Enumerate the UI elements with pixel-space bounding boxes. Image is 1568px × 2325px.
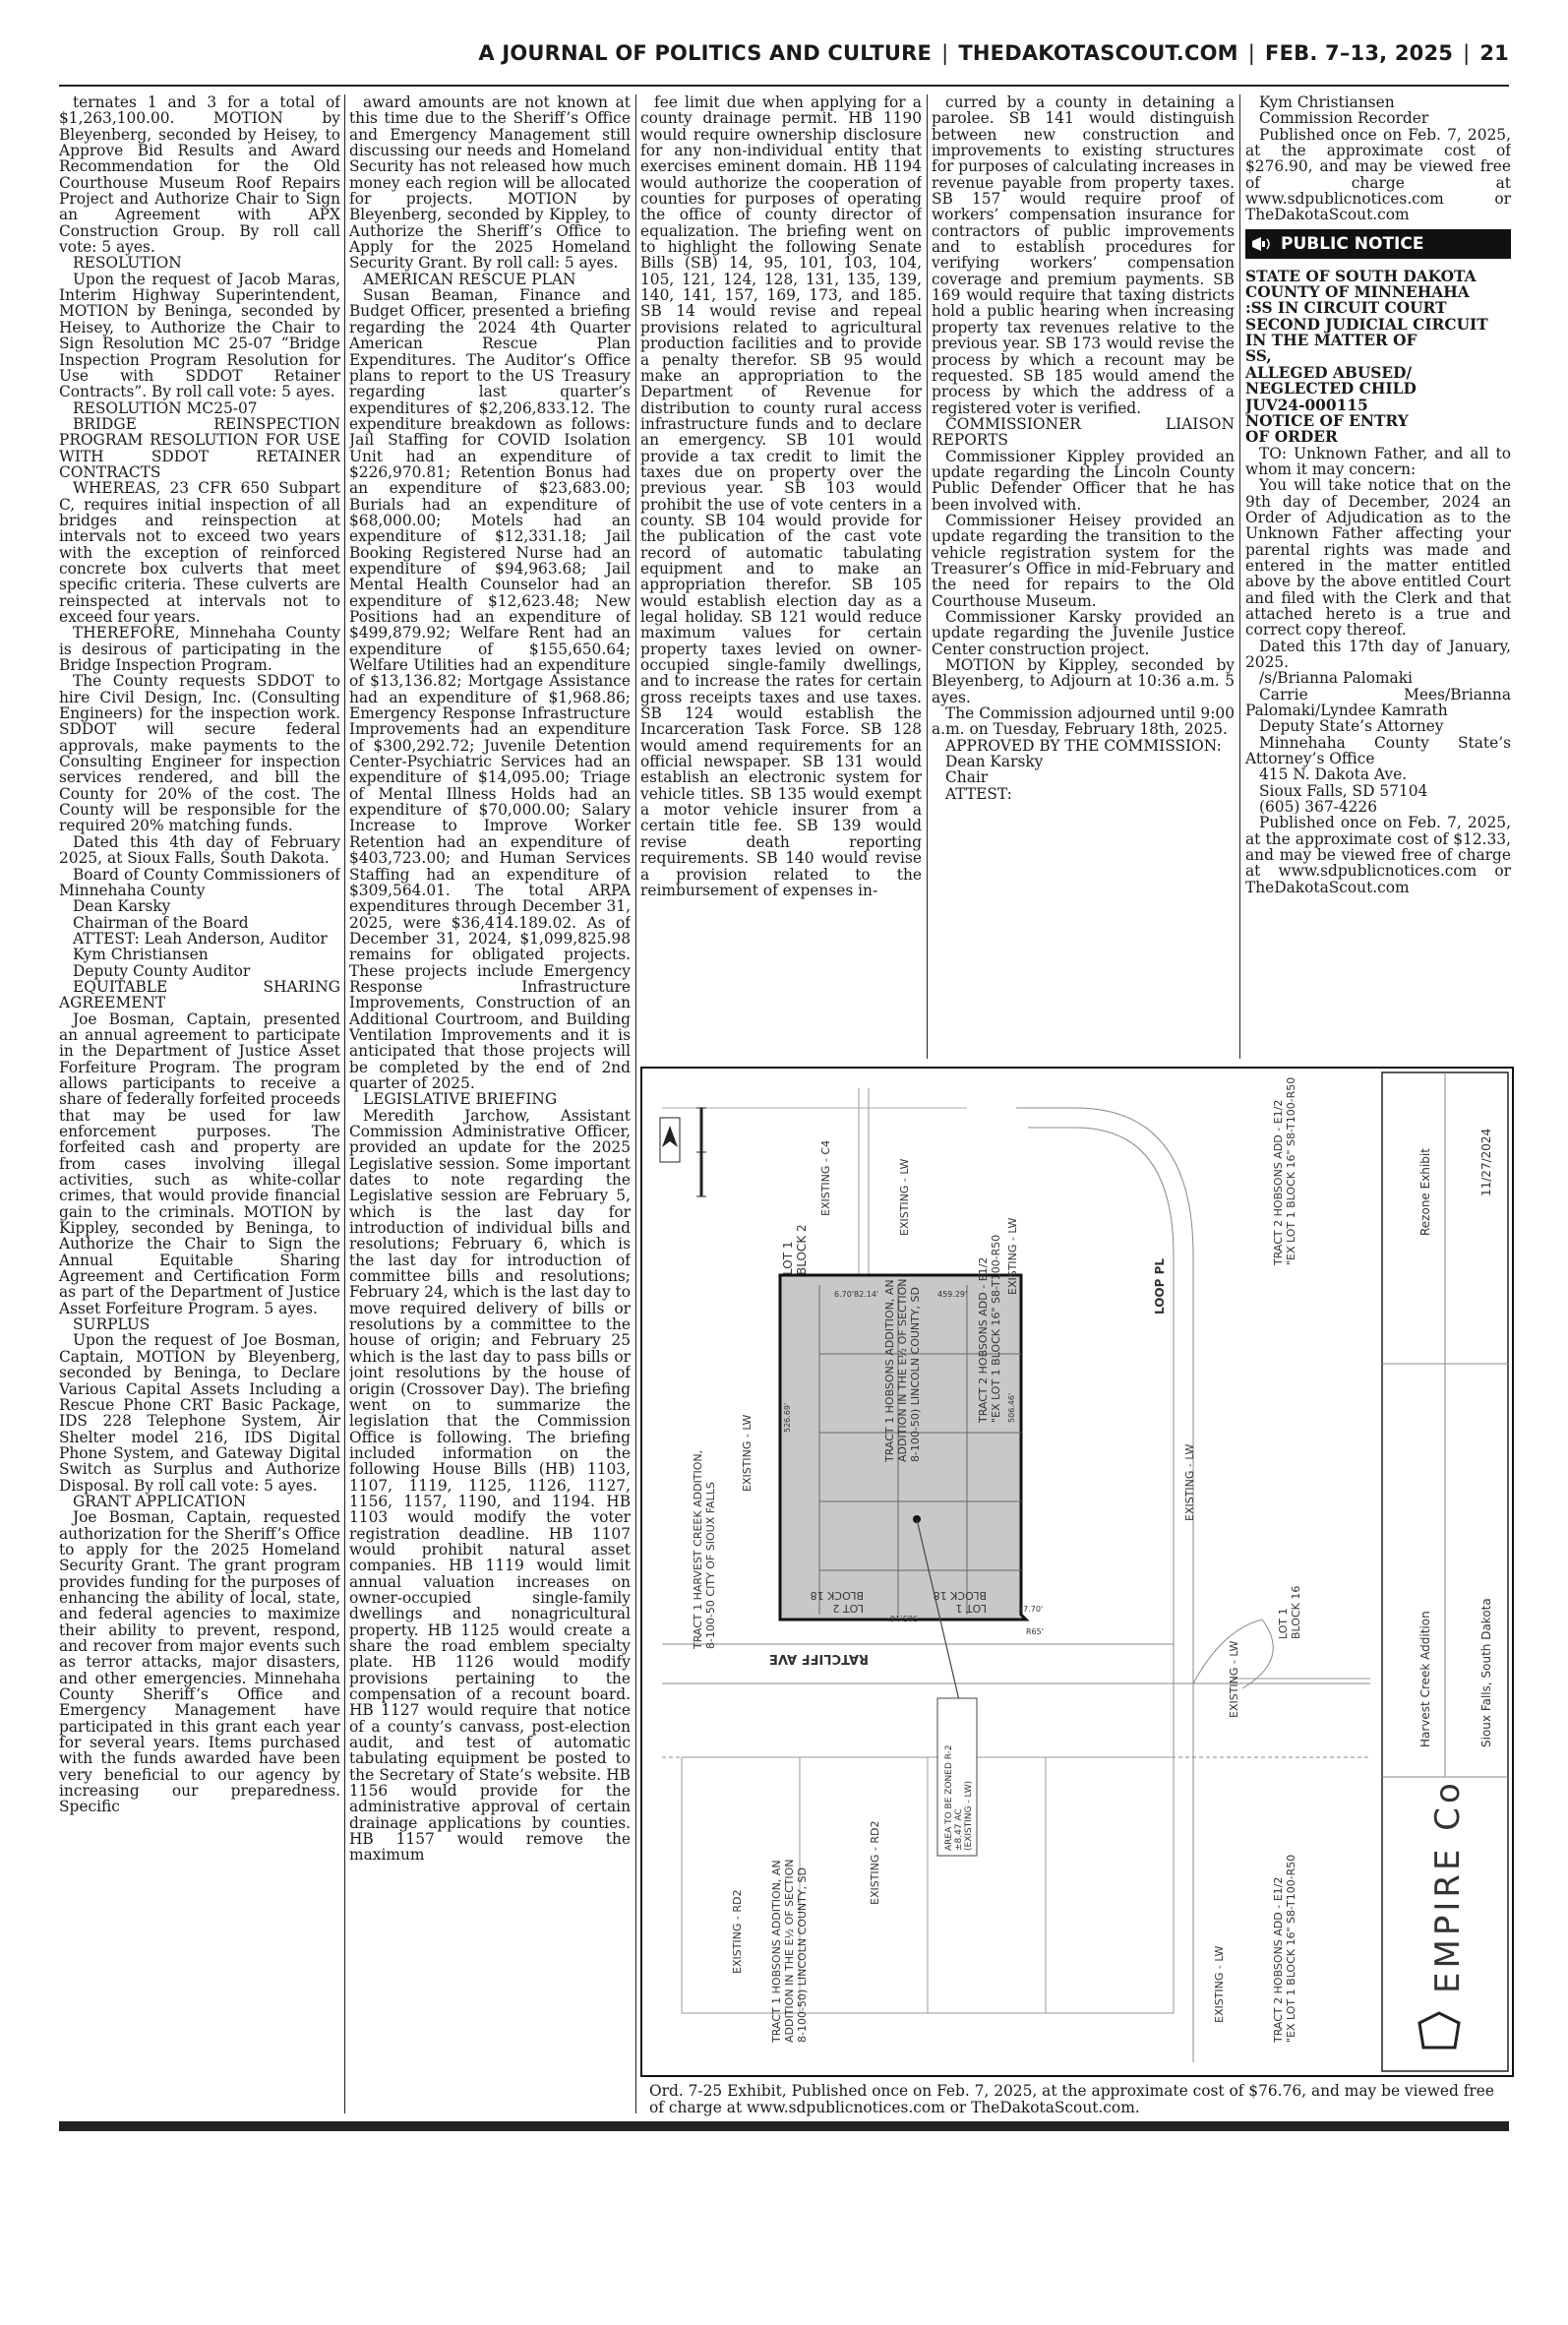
paragraph: WHEREAS, 23 CFR 650 Subpart C, requires initial inspection of all bridges and reinspection at intervals not to exceed two years with the exception of reinforced concrete box culverts that meet specific criteria. These culverts are reinspected at intervals not to exceed four years. [59, 479, 340, 626]
label-ratcliff-ave: RATCLIFF AVE [769, 1651, 869, 1666]
paragraph: Chair [945, 768, 989, 787]
label-existing-c4: EXISTING - C4 [819, 1139, 832, 1216]
paragraph: ALLEGED ABUSED/ [1245, 363, 1413, 382]
column-1 [59, 94, 340, 2304]
paragraph: JUV24-000115 [1245, 396, 1368, 414]
paragraph: Published once on Feb. 7, 2025, at the approximate cost of $276.90, and may be viewed free of charge at www.sdpublicnotices.com or TheDakotaScout.com [1245, 125, 1511, 224]
paragraph: 415 N. Dakota Ave. [1259, 765, 1408, 784]
paragraph: The Commission adjourned until 9:00 a.m. on Tuesday, February 18th, 2025. [932, 704, 1235, 739]
paragraph: TO: Unknown Father, and all to whom it may concern: [1245, 444, 1511, 478]
svg-text:AREA TO BE ZONED R-2±8.47 AC(E: AREA TO BE ZONED R-2±8.47 AC(EXISTING - LW) [944, 1744, 974, 1851]
label-tract1-hobsons-lower: TRACT 1 HOBSONS ADDITION, ANADDITION IN THE E½ OF SECTION8-100-50) LINCOLN COUNTY, SD [770, 1859, 809, 2043]
dim-top-1: 6.70' [834, 1290, 855, 1299]
company-wordmark: EMPIRE Co [1428, 1779, 1468, 1993]
bottom-rule [59, 2121, 1509, 2131]
rezone-area-callout [937, 1698, 977, 1856]
paragraph: Joe Bosman, Captain, requested authorization for the Sheriff’s Office to apply for the 2025 Homeland Security Grant. The grant program provides funding for the purposes of enhancing the ability of local, state, and federal agencies to maximize their ability to prevent, respond, and recover from major events such as terror attacks, major disasters, and other emergencies. Minnehaha County Sheriff’s Office and Emergency Management have participated in this grant each year for several years. Items purchased with the funds awarded have been very beneficial to our agency by increasing our preparedness. Specific [59, 1508, 340, 1816]
paragraph: Meredith Jarchow, Assistant Commission Administrative Officer, provided an update for the 2025 Legislative session. Some important dates to note regarding the Legislative session are February 5, which is the last day for introduction of individual bills and resolutions; February 6, which is the last day for introduction of committee bills and resolutions; February 24, which is the last day to move required delivery of bills or resolutions by a committee to the house of origin; and February 25 which is the last day to pass bills or joint resolutions by the house of origin (Crossover Day). The briefing went on to summarize the legislation that the Commission Office is following. The briefing included information on the following House Bills (HB) 1103, 1107, 1119, 1125, 1126, 1127, 1156, 1157, 1190, and 1194. HB 1103 would modify the voter registration deadline. HB 1107 would prohibit natural asset companies. HB 1119 would limit annual valuation increases on owner-occupied single-family dwellings and nonagricultural property. HB 1125 would create a share the road emblem specialty plate. HB 1126 would modify provisions pertaining to the compensation of a recount board. HB 1127 would require that notice of a county’s canvass, post-election audit, and test of automatic tabulating equipment be posted to the Secretary of State’s website. HB 1156 would provide for the administrative approval of certain drainage applications by counties. HB 1157 would remove the maximum [349, 1106, 631, 1865]
paragraph: RESOLUTION [73, 254, 182, 273]
empire-logo-icon [1419, 2013, 1459, 2048]
issue-date: FEB. 7–13, 2025 [1265, 41, 1454, 65]
paragraph: Chairman of the Board [73, 913, 249, 932]
paragraph: MOTION by Kippley, seconded by Bleyenberg, to Adjourn at 10:36 a.m. 5 ayes. [932, 656, 1235, 706]
paragraph: THEREFORE, Minnehaha County is desirous of participating in the Bridge Inspection Program. [59, 624, 340, 675]
paragraph: NEGLECTED CHILD [1245, 380, 1417, 398]
megaphone-icon [1249, 235, 1273, 253]
paragraph: Sioux Falls, SD 57104 [1259, 781, 1428, 800]
paragraph: Dean Karsky [945, 753, 1044, 771]
title-sioux-falls: Sioux Falls, South Dakota [1479, 1598, 1493, 1747]
paragraph: You will take notice that on the 9th day of December, 2024 an Order of Adjudication as to the Unknown Father affecting your parental rights was made and entered in the matter entitled above by the above entitled Court and filed with the Clerk and that attached hereto is a true and correct copy thereof. [1245, 476, 1511, 640]
title-harvest-creek: Harvest Creek Addition [1418, 1611, 1432, 1747]
paragraph: award amounts are not known at this time due to the Sheriff’s Office and Emergency Management still discussing our needs and Homeland Security has not released how much money each region will be allocated for projects. MOTION by Bleyenberg, seconded by Kippley, to Authorize the Sheriff’s Office to Apply for the 2025 Homeland Security Grant. By roll call: 5 ayes. [349, 94, 631, 273]
paragraph: ternates 1 and 3 for a total of $1,263,100.00. MOTION by Bleyenberg, seconded by Heisey, to Approve Bid Results and Award Recommendation for the Old Courthouse Museum Roof Repairs Project and Authorize Chair to Sign an Agreement with APX Construction Group. By roll call vote: 5 ayes. [59, 94, 340, 257]
column-2 [349, 94, 631, 2304]
public-notice-banner [1245, 229, 1511, 259]
paragraph: Board of County Commissioners of Minnehaha County [59, 865, 340, 899]
paragraph: COMMISSIONER LIAISON REPORTS [932, 414, 1235, 450]
paragraph: Dean Karsky [73, 897, 171, 916]
label-lot1-block16: LOT 1BLOCK 16 [1277, 1585, 1302, 1639]
column-divider [1239, 94, 1240, 1059]
label-existing-lw-2: EXISTING - LW [741, 1414, 754, 1492]
paragraph: (605) 367-4226 [1259, 798, 1378, 817]
paragraph: GRANT APPLICATION [73, 1492, 247, 1510]
north-arrow-icon [660, 1108, 706, 1196]
paragraph: ATTEST: Leah Anderson, Auditor [73, 929, 328, 948]
journal-tagline: A JOURNAL OF POLITICS AND CULTURE [478, 41, 933, 65]
page-header: A JOURNAL OF POLITICS AND CULTURE | THEDAKOTASCOUT.COM | FEB. 7–13, 2025 | 21 [478, 41, 1509, 65]
notice-heading [1245, 269, 1511, 446]
exhibit-caption: Ord. 7-25 Exhibit, Published once on Feb. 7, 2025, at the approximate cost of $76.76, and may be viewed free of charge at www.sdpublicnotices.com or TheDakotaScout.com. [649, 2082, 1495, 2116]
dim-top-3: 459.29' [937, 1290, 968, 1299]
paragraph: STATE OF SOUTH DAKOTA [1245, 267, 1477, 285]
paragraph: :SS IN CIRCUIT COURT [1245, 299, 1447, 318]
title-rezone-exhibit: Rezone Exhibit [1418, 1148, 1432, 1236]
label-tract2-hobsons-2: TRACT 2 HOBSONS ADD - E1/2"EX LOT 1 BLOCK 16" S8-T100-R50 [1272, 1076, 1297, 1265]
paragraph: Commissioner Heisey provided an update regarding the transition to the vehicle registration system for the Treasurer’s Office in mid-February and the need for repairs to the Old Courthouse Museum. [932, 511, 1235, 610]
label-tract1-hobsons: TRACT 1 HOBSONS ADDITION, ANADDITION IN THE E½ OF SECTION8-100-50) LINCOLN COUNTY, SD [883, 1278, 922, 1462]
paragraph: /s/Brianna Palomaki [1259, 669, 1413, 688]
paragraph: Upon the request of Joe Bosman, Captain, MOTION by Bleyenberg, seconded by Beninga, to Declare Various Capital Assets Including a Rescue Phone CRT Basic Package, IDS 228 Telephone System, Air Shelter model 216, IDS Digital Phone System, and Gateway Digital Switch as Surplus and Authorize Disposal. By roll call vote: 5 ayes. [59, 1331, 340, 1495]
paragraph: COUNTY OF MINNEHAHA [1245, 283, 1470, 302]
column-divider [927, 94, 928, 1059]
paragraph: Commission Recorder [1259, 109, 1429, 128]
label-existing-lw-5: EXISTING - LW [1006, 1217, 1019, 1295]
paragraph: Published once on Feb. 7, 2025, at the approximate cost of $12.33, and may be viewed free of charge at www.sdpublicnotices.com or TheDakotaScout.com [1245, 814, 1511, 896]
label-loop-pl: LOOP PL [1153, 1257, 1167, 1315]
exhibit-drawing [642, 1069, 1512, 2075]
paragraph: Upon the request of Jacob Maras, Interim Highway Superintendent, MOTION by Beninga, seconded by Heisey, to Authorize the Chair to Sign Resolution MC 25-07 “Bridge Inspection Program Resolution for Use with SDDOT Retainer Contracts”. By roll call vote: 5 ayes. [59, 270, 340, 401]
column-3 [640, 94, 922, 1059]
label-tract1-harvest: TRACT 1 HARVEST CREEK ADDITION,8-100-50 CITY OF SIOUX FALLS [692, 1449, 717, 1649]
paragraph: Commissioner Kippley provided an update regarding the Lincoln County Public Defender Officer that he has been involved with. [932, 447, 1235, 514]
dim-right: 506.46' [1007, 1392, 1016, 1423]
paragraph: AMERICAN RESCUE PLAN [363, 270, 576, 288]
paragraph: Deputy State’s Attorney [1259, 717, 1444, 736]
site-name[interactable]: THEDAKOTASCOUT.COM [958, 41, 1238, 65]
paragraph: SURPLUS [73, 1315, 151, 1334]
paragraph: BRIDGE REINSPECTION PROGRAM RESOLUTION FOR USE WITH SDDOT RETAINER CONTRACTS [59, 414, 340, 481]
paragraph: Minnehaha County State’s Attorney’s Office [1245, 733, 1511, 768]
paragraph: Carrie Mees/Brianna Palomaki/Lyndee Kamrath [1245, 685, 1511, 720]
paragraph: EQUITABLE SHARING AGREEMENT [59, 977, 340, 1012]
dim-bottom-right: 37.70' [1018, 1605, 1044, 1614]
paragraph: Dated this 4th day of February 2025, at Sioux Falls, South Dakota. [59, 832, 340, 868]
paragraph: NOTICE OF ENTRY [1245, 411, 1409, 430]
label-existing-lw-4: EXISTING - LW [1228, 1640, 1240, 1718]
paragraph: SS, [1245, 347, 1272, 366]
dim-left: 526.69' [783, 1402, 792, 1433]
column-divider [344, 94, 345, 2113]
title-date: 11/27/2024 [1479, 1128, 1493, 1196]
paragraph: IN THE MATTER OF [1245, 332, 1417, 350]
paragraph: APPROVED BY THE COMMISSION: [945, 736, 1222, 755]
paragraph: SECOND JUDICIAL CIRCUIT [1245, 315, 1488, 334]
paragraph: OF ORDER [1245, 428, 1338, 447]
page-number: 21 [1479, 41, 1509, 65]
label-lot1-block2: LOT 1BLOCK 2 [781, 1224, 809, 1275]
column-divider [635, 94, 636, 2113]
label-tract2-hobsons-3: TRACT 2 HOBSONS ADD - E1/2"EX LOT 1 BLOCK 16" S8-T100-R50 [1272, 1854, 1297, 2043]
paragraph: ATTEST: [945, 784, 1012, 803]
notice-body [1245, 446, 1511, 896]
paragraph: Commissioner Karsky provided an update regarding the Juvenile Justice Center construction project. [932, 608, 1235, 658]
paragraph: LEGISLATIVE BRIEFING [363, 1090, 558, 1109]
label-existing-rd2-1: EXISTING - RD2 [731, 1889, 744, 1974]
label-existing-lw-1: EXISTING - LW [898, 1158, 911, 1236]
paragraph: The County requests SDDOT to hire Civil Design, Inc. (Consulting Engineers) for the inspection work. SDDOT will secure federal approvals, make payments to the Consulting Engineer for inspection services rendered, and bill the County for 20% of the cost. The County will be responsible for the required 20% matching funds. [59, 672, 340, 835]
paragraph: Susan Beaman, Finance and Budget Officer, presented a briefing regarding the 2024 4th Quarter American Rescue Plan Expenditures. The Auditor’s Office plans to report to the US Treasury regarding last quarter’s expenditures of $2,206,833.12. The expenditure breakdown as follows: Jail Staffing for COVID Isolation Unit had an expenditure of $226,970.81; Retention Bonus had an expenditure of $23,683.00; Burials had an expenditure of $68,000.00; Motels had an expenditure of $12,331.18; Jail Booking Registered Nurse had an expenditure of $94,963.68; Jail Mental Health Counselor had an expenditure of $12,623.48; New Positions had an expenditure of $499,879.92; Welfare Rent had an expenditure of $155,650.64; Welfare Utilities had an expenditure of $13,136.82; Mortgage Assistance had an expenditure of $1,968.86; Emergency Response Infrastructure Improvements had an expenditure of $300,292.72; Juvenile Detention Center-Psychiatric Services had an expenditure of $14,095.00; Triage of Mental Illness Holds had an expenditure of $70,000.00; Salary Increase to Improve Worker Retention had an expenditure of $403,723.00; and Human Services Staffing had an expenditure of $309,564.01. The total ARPA expenditures through December 31, 2025, were $36,414.189.02. As of December 31, 2024, $1,099,825.98 remains for obligated projects. These projects include Emergency Response Infrastructure Improvements, Construction of an Additional Courtroom, and Building Ventilation Improvements and it is anticipated that those projects will be completed by the end of 2nd quarter of 2025. [349, 286, 631, 1092]
paragraph: Joe Bosman, Captain, presented an annual agreement to participate in the Department of Justice Asset Forfeiture Program. The program allows participants to receive a share of federally forfeited proceeds that may be used for law enforcement purposes. The forfeited cash and property are from cases involving illegal activities, such as white-collar crimes, that would provide financial gain to the criminals. MOTION by Kippley, seconded by Beninga, to Authorize the Chair to Sign the Annual Equitable Sharing Agreement and Certification Form as part of the Department of Justice Asset Forfeiture Program. 5 ayes. [59, 1010, 340, 1317]
paragraph: Deputy County Auditor [73, 961, 251, 980]
paragraph: Kym Christiansen [73, 946, 209, 964]
label-lot2-block18: LOT 2BLOCK 18 [810, 1589, 864, 1615]
label-lot1-block18: LOT 1BLOCK 18 [933, 1589, 987, 1615]
paragraph: Dated this 17th day of January, 2025. [1245, 637, 1511, 671]
paragraph: curred by a county in detaining a parolee. SB 141 would distinguish between new construction and improvements to existing structures for purposes of calculating increases in revenue payable from property taxes. SB 157 would require proof of workers’ compensation insurance for contractors of public improvements and to establish procedures for verifying workers’ compensation coverage and premium payments. SB 169 would require that taxing districts hold a public hearing when increasing property tax revenues relative to the previous year. SB 173 would revise the process by which a recount may be requested. SB 185 would amend the process by which the address of a registered voter is verified. [932, 94, 1235, 417]
rezone-exhibit-map [640, 1067, 1514, 2077]
paragraph: Kym Christiansen [1259, 94, 1395, 111]
dim-top-2: 82.14' [854, 1290, 879, 1299]
label-existing-lw-6: EXISTING - LW [1213, 1945, 1226, 2023]
commission-minutes-end [1245, 94, 1511, 223]
paragraph: RESOLUTION MC25-07 [73, 398, 258, 417]
dim-bottom: 505.16' [887, 1614, 918, 1622]
column-4 [932, 94, 1235, 1059]
column-5 [1245, 94, 1511, 1059]
dim-radius: R65' [1026, 1627, 1044, 1636]
label-existing-lw-3: EXISTING - LW [1183, 1443, 1196, 1521]
label-tract2-hobsons-1: TRACT 2 HOBSONS ADD - E1/2"EX LOT 1 BLOCK 16" S8-T100-R50 [977, 1234, 1002, 1423]
paragraph: fee limit due when applying for a county drainage permit. HB 1190 would require ownership disclosure for any non-individual entity that exercises eminent domain. HB 1194 would authorize the cooperation of counties for purposes of operating the office of county director of equalization. The briefing went on to highlight the following Senate Bills (SB) 14, 95, 101, 103, 104, 105, 121, 124, 128, 131, 135, 139, 140, 141, 157, 169, 173, and 185. SB 14 would revise and repeal provisions related to agricultural production facilities and to provide a penalty therefor. SB 95 would make an appropriation to the Department of Revenue for distribution to county rural access infrastructure funds and to declare an emergency. SB 101 would provide a tax credit to limit the taxes due on property over the previous year. SB 103 would prohibit the use of vote centers in a county. SB 104 would provide for the publication of the cast vote record of automatic tabulating equipment and to make an appropriation therefor. SB 105 would establish election day as a legal holiday. SB 121 would reduce maximum values for certain property taxes levied on owner-occupied single-family dwellings, and to increase the rates for certain gross receipts taxes and use taxes. SB 124 would establish the Incarceration Task Force. SB 128 would amend requirements for an official newspaper. SB 131 would establish an electronic system for vehicle titles. SB 135 would exempt a motor vehicle insurer from a certain title fee. SB 139 would revise death reporting requirements. SB 140 would revise a provision related to the reimbursement of expenses in- [640, 94, 922, 899]
label-existing-rd2-2: EXISTING - RD2 [869, 1820, 881, 1905]
public-notice-title: PUBLIC NOTICE [1281, 233, 1424, 254]
header-rule [59, 85, 1509, 87]
